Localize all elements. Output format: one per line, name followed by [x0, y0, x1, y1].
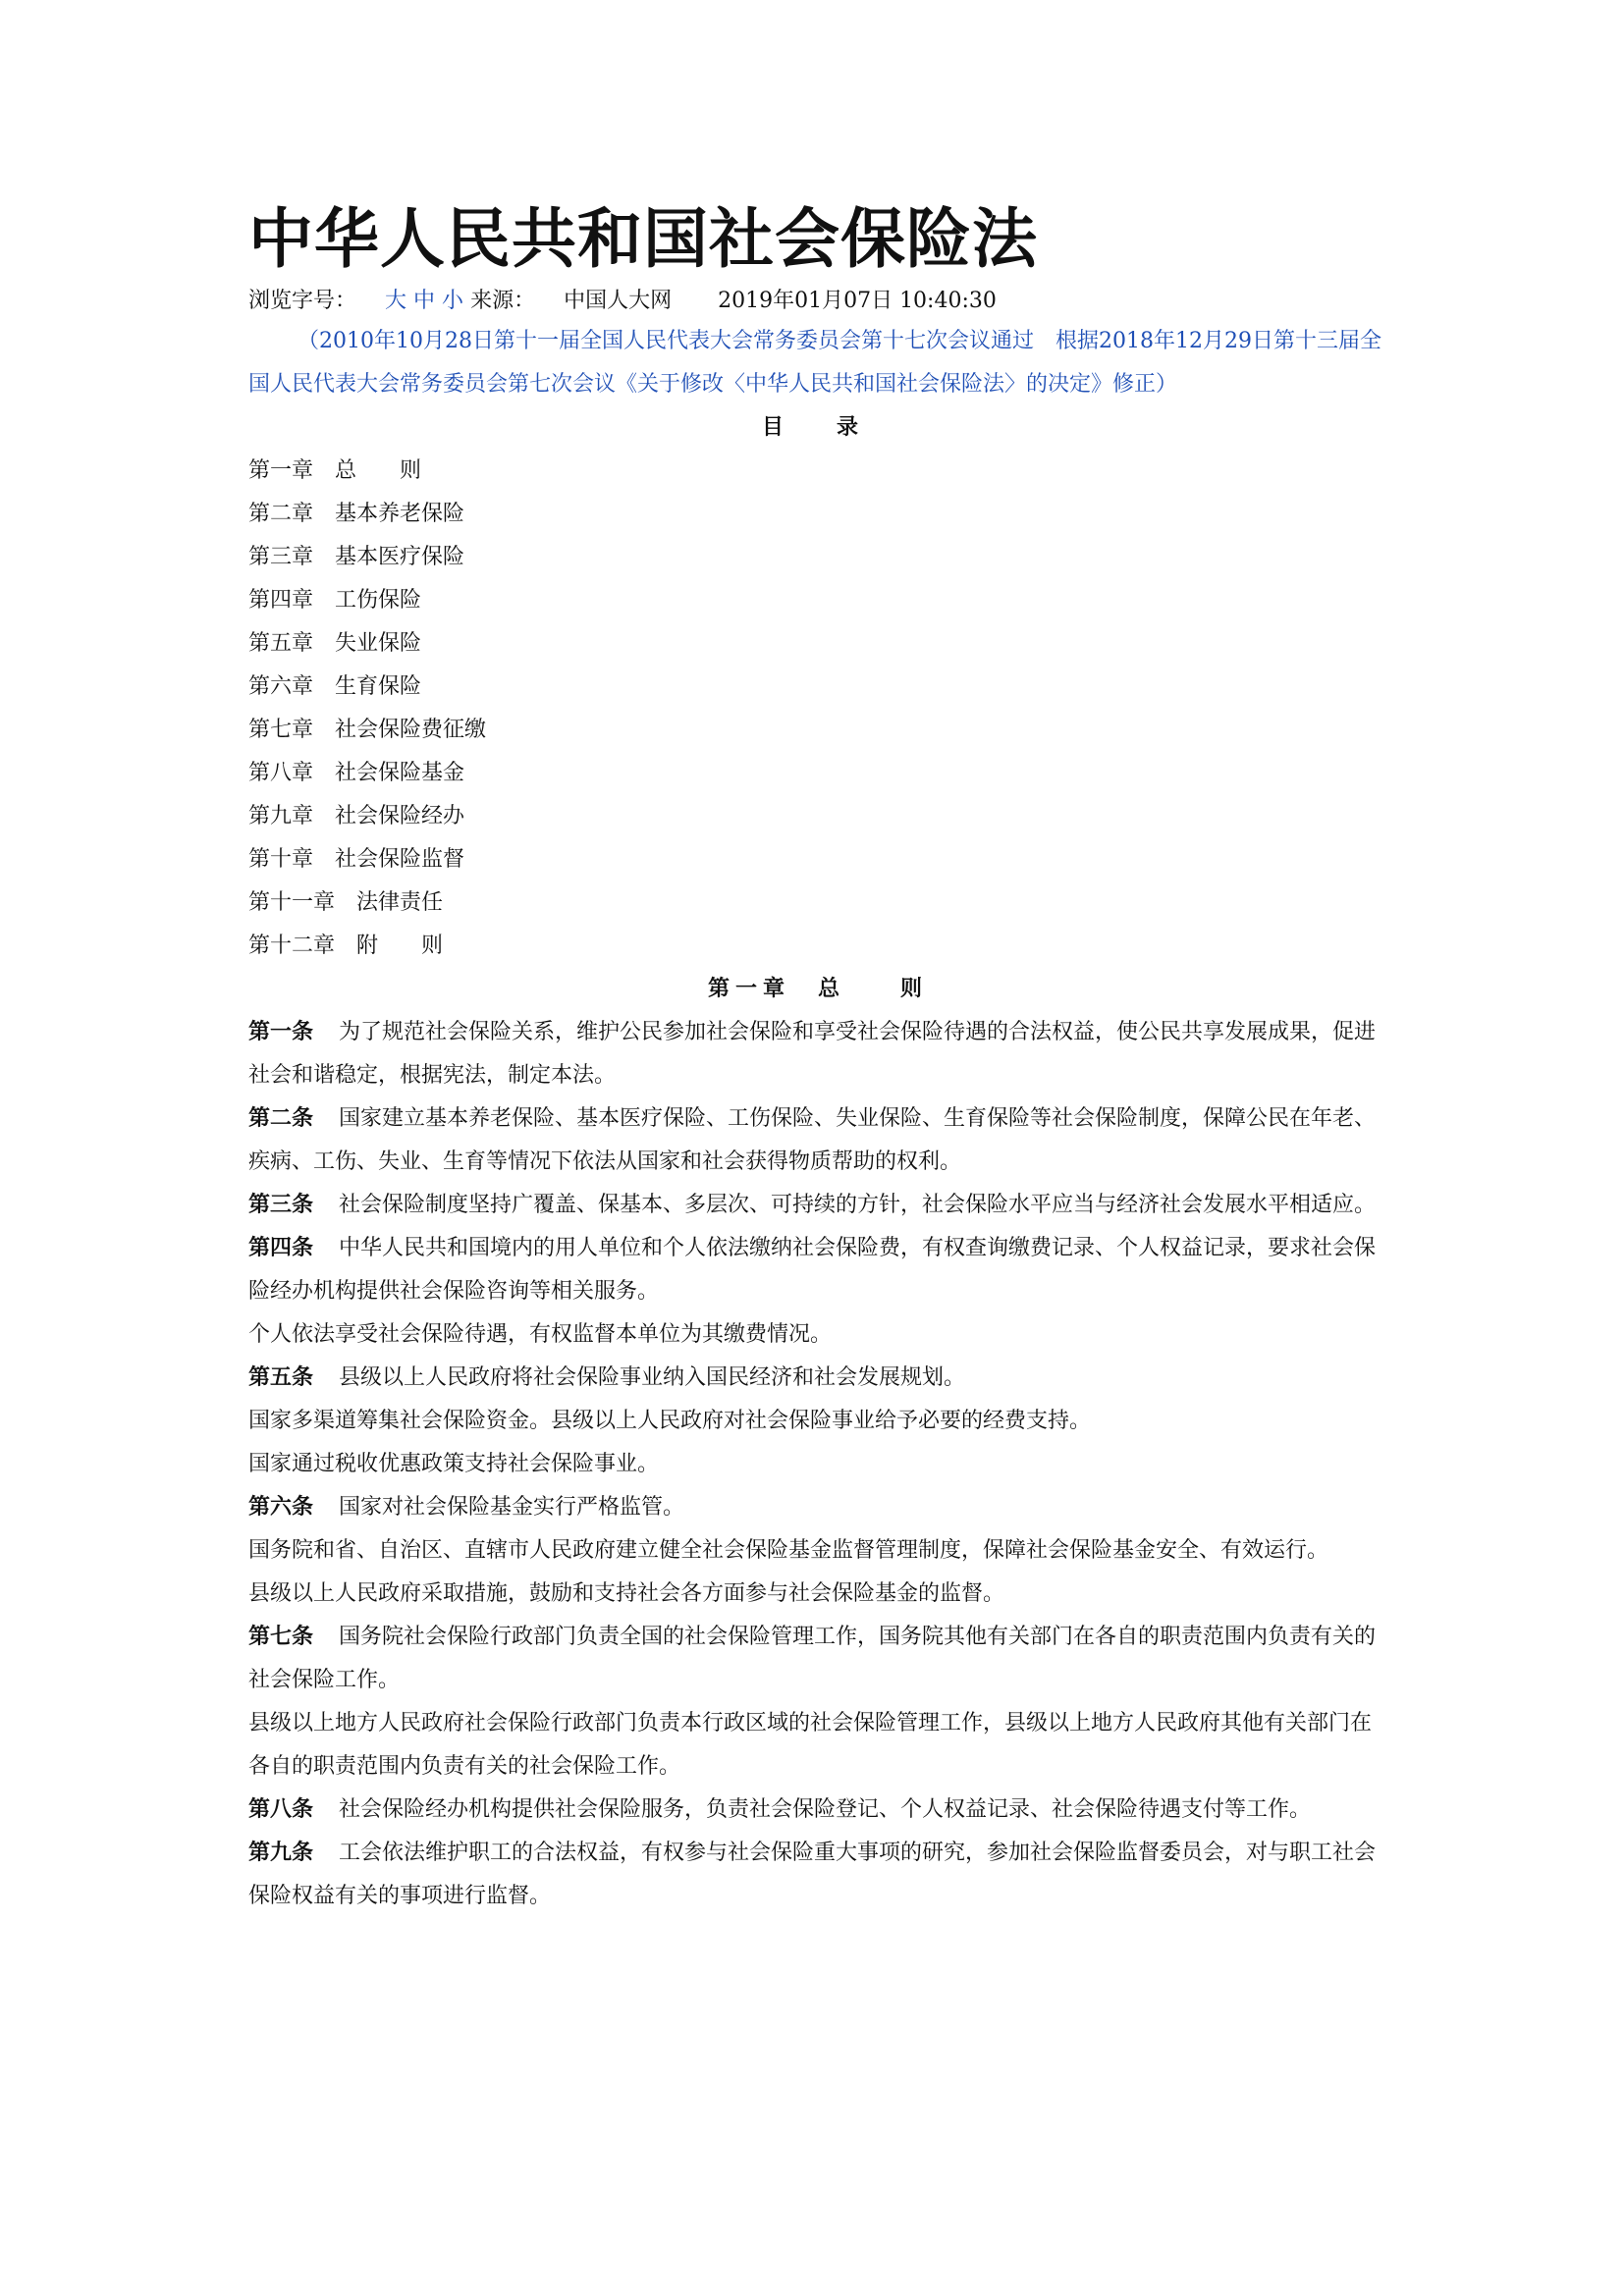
article-number: 第七条 [248, 1625, 314, 1649]
toc-item[interactable]: 第十一章 法律责任 [248, 890, 444, 915]
article-paragraph [248, 1616, 1387, 1702]
article-text: 国家对社会保险基金实行严格监管。 [339, 1495, 685, 1520]
article-text: 中华人民共和国境内的用人单位和个人依法缴纳社会保险费，有权查询缴费记录、个人权益记录，要求社会保险经办机构提供社会保险咨询等相关服务。 [248, 1236, 1377, 1304]
document-title: 中华人民共和国社会保险法 [248, 201, 1038, 277]
article-paragraph [248, 1529, 1387, 1573]
article-paragraph [248, 1357, 1387, 1400]
article-paragraph [248, 1011, 1387, 1097]
articles [248, 1011, 1387, 1918]
source-label: 来源： [470, 289, 536, 313]
font-size-label: 浏览字号： [248, 289, 357, 313]
font-size-medium-link[interactable]: 中 [413, 289, 436, 313]
article-paragraph [248, 1443, 1387, 1486]
toc-item[interactable]: 第十章 社会保险监督 [248, 847, 465, 872]
toc-item[interactable]: 第十二章 附 则 [248, 934, 444, 958]
article-paragraph [248, 1832, 1387, 1918]
article-number: 第九条 [248, 1841, 314, 1865]
article-paragraph [248, 1227, 1387, 1313]
article-text: 县级以上人民政府将社会保险事业纳入国民经济和社会发展规划。 [339, 1365, 966, 1390]
article-text: 国务院和省、自治区、直辖市人民政府建立健全社会保险基金监督管理制度，保障社会保险基金安全、有效运行。 [248, 1538, 1329, 1563]
toc-item[interactable]: 第四章 工伤保险 [248, 588, 422, 613]
article-text: 社会保险经办机构提供社会保险服务，负责社会保险登记、个人权益记录、社会保险待遇支付等工作。 [339, 1797, 1312, 1822]
source-value: 中国人大网 [564, 289, 673, 313]
article-text: 国家通过税收优惠政策支持社会保险事业。 [248, 1452, 660, 1476]
toc-item[interactable]: 第六章 生育保险 [248, 674, 422, 699]
article-text: 工会依法维护职工的合法权益，有权参与社会保险重大事项的研究，参加社会保险监督委员会，对与职工社会保险权益有关的事项进行监督。 [248, 1841, 1377, 1908]
article-paragraph [248, 1313, 1387, 1357]
article-text: 国家建立基本养老保险、基本医疗保险、工伤保险、失业保险、生育保险等社会保险制度，保障公民在年老、疾病、工伤、失业、生育等情况下依法从国家和社会获得物质帮助的权利。 [248, 1106, 1377, 1174]
toc-item[interactable]: 第九章 社会保险经办 [248, 804, 465, 828]
publish-datetime: 2019年01月07日 10:40:30 [718, 289, 997, 313]
meta-line [248, 287, 1387, 320]
article-number: 第六条 [248, 1495, 314, 1520]
article-text: 国家多渠道筹集社会保险资金。县级以上人民政府对社会保险事业给予必要的经费支持。 [248, 1409, 1092, 1433]
article-paragraph [248, 1097, 1387, 1184]
chapter-heading: 第一章 总 则 [707, 977, 928, 1001]
article-paragraph [248, 1789, 1387, 1832]
toc-title: 目 录 [761, 415, 874, 440]
article-number: 第八条 [248, 1797, 314, 1822]
article-text: 县级以上地方人民政府社会保险行政部门负责本行政区域的社会保险管理工作，县级以上地方人民政府其他有关部门在各自的职责范围内负责有关的社会保险工作。 [248, 1711, 1373, 1779]
article-number: 第二条 [248, 1106, 314, 1131]
document-page [248, 196, 1387, 1918]
article-paragraph [248, 1702, 1387, 1789]
article-number: 第五条 [248, 1365, 314, 1390]
font-size-large-link[interactable]: 大 [385, 289, 407, 313]
toc-item[interactable]: 第一章 总 则 [248, 458, 422, 483]
font-size-small-link[interactable]: 小 [442, 289, 464, 313]
article-text: 个人依法享受社会保险待遇，有权监督本单位为其缴费情况。 [248, 1322, 833, 1347]
toc-item[interactable]: 第五章 失业保险 [248, 631, 422, 656]
article-text: 国务院社会保险行政部门负责全国的社会保险管理工作，国务院其他有关部门在各自的职责范围内负责有关的社会保险工作。 [248, 1625, 1377, 1692]
article-paragraph [248, 1573, 1387, 1616]
toc-item[interactable]: 第二章 基本养老保险 [248, 502, 465, 526]
table-of-contents [248, 450, 1387, 968]
toc-item[interactable]: 第七章 社会保险费征缴 [248, 718, 487, 742]
article-paragraph [248, 1400, 1387, 1443]
article-text: 为了规范社会保险关系，维护公民参加社会保险和享受社会保险待遇的合法权益，使公民共享发展成果，促进社会和谐稳定，根据宪法，制定本法。 [248, 1020, 1377, 1088]
article-number: 第一条 [248, 1020, 314, 1044]
revision-note: （2010年10月28日第十一届全国人民代表大会常务委员会第十七次会议通过 根据2018年12月29日第十三届全国人民代表大会常务委员会第七次会议《关于修改〈中华人民共和国社会保险法〉的决定》修正） [248, 329, 1381, 397]
article-text: 社会保险制度坚持广覆盖、保基本、多层次、可持续的方针，社会保险水平应当与经济社会发展水平相适应。 [339, 1193, 1377, 1217]
article-number: 第三条 [248, 1193, 314, 1217]
toc-item[interactable]: 第八章 社会保险基金 [248, 761, 465, 785]
article-paragraph [248, 1184, 1387, 1227]
toc-item[interactable]: 第三章 基本医疗保险 [248, 545, 465, 569]
article-number: 第四条 [248, 1236, 314, 1260]
article-paragraph [248, 1486, 1387, 1529]
article-text: 县级以上人民政府采取措施，鼓励和支持社会各方面参与社会保险基金的监督。 [248, 1581, 1005, 1606]
